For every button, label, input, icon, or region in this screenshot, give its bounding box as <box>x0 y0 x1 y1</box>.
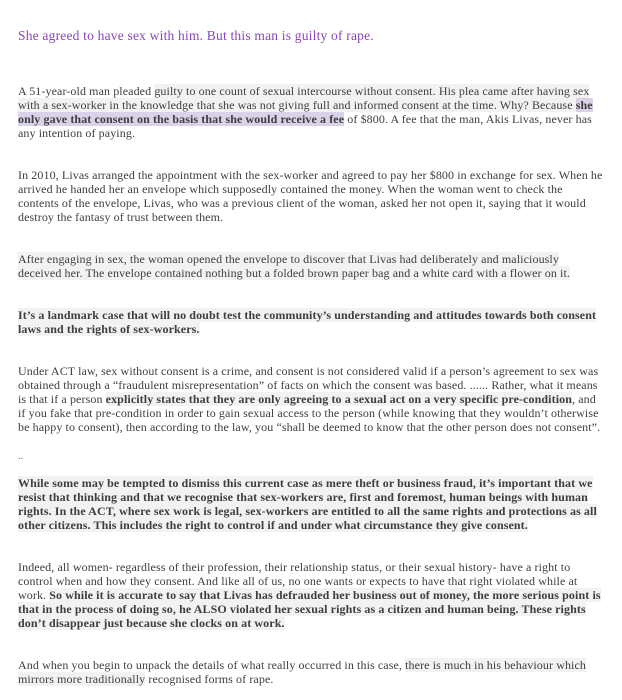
highlighted-text-segment: there is much in his behaviour which mirrors more traditionally <box>18 658 587 686</box>
paragraph-envelope-discovery <box>18 252 604 280</box>
highlighted-text-segment: After engaging in sex, the woman opened the envelope to discover that Livas had deliberately and maliciously deceived her. The envelope contained nothing but a folded brown paper bag and a white card with a flower on it. <box>18 252 571 280</box>
text-segment: of $800. A fee that the man, Akis Livas, never has any intention of paying. <box>18 112 592 140</box>
highlighted-text-segment: It’s a landmark case that will no doubt test the community’s understanding and attitudes towards both consent laws and the rights of sex-workers. <box>18 308 597 336</box>
text-segment: A 51-year-old man pleaded <box>18 84 155 98</box>
paragraph-conclusion <box>18 658 604 686</box>
paragraph-consent-rights <box>18 560 604 630</box>
text-segment: recognised forms of rape. <box>145 672 274 686</box>
paragraph-ellipsis <box>18 450 604 464</box>
paragraph-act-law <box>18 364 604 434</box>
highlighted-text-segment: explicitly states that they are only agreeing to a sexual act on a very specific pre-condition <box>105 392 572 406</box>
paragraph-appointment <box>18 168 604 224</box>
article-body <box>18 84 604 686</box>
paragraph-landmark-case <box>18 308 604 336</box>
highlighted-text-segment: While some may be tempted to dismiss this current case as mere theft or business fraud, it’s important that we resist that thinking and that we recognise that sex-workers are, first and foremost, human beings with human rights. In the ACT, where sex work is legal, sex-workers are entitled to all the same rights and protections as all other citizens. This includes the right to control if and under what circumstance they give consent. <box>18 476 597 532</box>
text-segment: Under ACT law, sex without consent is a crime, and consent is not considered valid if a person’s agreement to sex was obtained through a “fraudulent misrepresentation” of facts on which the consent was based. ...... Rather, what it means is that if a person <box>18 364 599 406</box>
text-segment: Indeed, all women- regardless of their profession, their relationship status, or their sexual history- have a right to control when and how they consent. And like all of us, no one wants or expects to have that right violated while at work. <box>18 560 578 602</box>
paragraph-human-rights <box>18 476 604 532</box>
text-segment: In 2010, Livas arranged the appointment with the sex-worker and agreed to pay her $800 in exchange for sex. When he arrived he handed her an envelope which supposedly contained the money. When the woman went to check the contents of the envelope, Livas, who was a previous client of the woman, asked her not open it, saying that it would destroy the fantasy of trust between them. <box>18 168 603 224</box>
text-segment: , and if you fake that pre-condition in order to gain sexual access to the person (while knowing that they wouldn’t otherwise be happy to consent), then according to the law, you “shall be deemed to know that the other person does not consent”. <box>18 392 601 434</box>
paragraph-case-summary <box>18 84 604 140</box>
highlighted-text-segment: she only gave that consent on the basis that she would receive a fee <box>18 98 593 126</box>
highlighted-text-segment: guilty to one count of sexual intercourse without consent. His plea came after having sex with a sex-worker in the knowledge that she was not giving full and informed consent at the time. Why? Because <box>18 84 590 112</box>
text-segment: And when you begin to unpack the details of what really occurred in this case, <box>18 658 406 672</box>
text-segment: .. <box>18 451 24 462</box>
article-headline: She agreed to have sex with him. But this man is guilty of rape. <box>18 28 374 43</box>
highlighted-text-segment: So while it is accurate to say that Livas has defrauded her business out of money, the more serious point is that in the process of doing so, he ALSO violated her sexual rights as a citizen and human being. These rights don’t disappear just because she clocks on at work. <box>18 588 601 630</box>
